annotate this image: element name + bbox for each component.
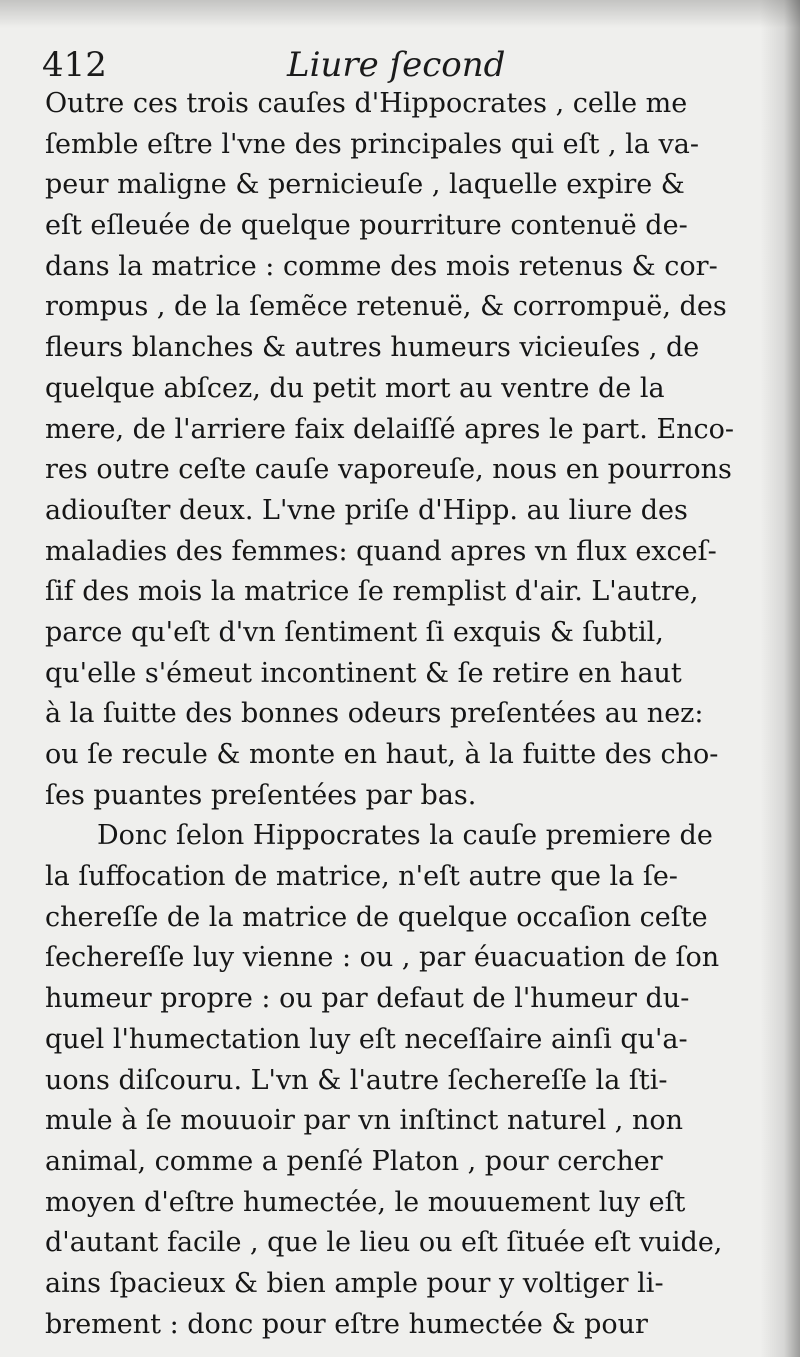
text-line: adiouſter deux. L'vne priſe d'Hipp. au liure des — [45, 494, 688, 526]
text-line: rompus , de la ſemẽce retenuë, & corrompuë, des — [45, 291, 727, 323]
text-line: quel l'humectation luy eſt neceſſaire ainſi qu'a- — [45, 1023, 688, 1055]
running-head: Liure ſecond — [287, 45, 506, 85]
text-line: la ſuffocation de matrice, n'eſt autre que la ſe- — [45, 861, 678, 893]
text-line: Outre ces trois cauſes d'Hippocrates , celle me — [45, 88, 688, 119]
text-line: chereſſe de la matrice de quelque occaſion ceſte — [45, 901, 708, 933]
text-line: ſes puantes preſentées par bas. — [45, 779, 477, 811]
text-line: humeur propre : ou par defaut de l'humeur du- — [45, 983, 690, 1015]
text-line: ſemble eſtre l'vne des principales qui eſt , la va- — [45, 128, 699, 160]
page-header — [42, 40, 742, 90]
text-line: animal, comme a penſé Platon , pour cercher — [45, 1145, 663, 1177]
page-top-shadow — [0, 0, 800, 28]
paragraph-2 — [45, 816, 745, 1345]
text-line: d'autant facile , que le lieu ou eſt ſituée eſt vuide, — [45, 1227, 723, 1259]
text-line: à la ſuitte des bonnes odeurs preſentées au nez: — [45, 698, 704, 730]
text-line: mule à ſe mouuoir par vn inſtinct naturel , non — [45, 1105, 684, 1137]
text-line: dans la matrice : comme des mois retenus & cor- — [45, 250, 718, 282]
text-line: fleurs blanches & autres humeurs vicieuſes , de — [45, 332, 700, 364]
text-line: peur maligne & pernicieuſe , laquelle expire & — [45, 169, 685, 201]
text-line: ſechereſſe luy vienne : ou , par éuacuation de ſon — [45, 942, 720, 974]
text-line: eſt eſleuée de quelque pourriture contenuë de- — [45, 210, 688, 242]
text-line: brement : donc pour eſtre humectée & pour — [45, 1308, 648, 1340]
text-line: Donc ſelon Hippocrates la cauſe premiere de — [97, 820, 713, 852]
text-line: moyen d'eſtre humectée, le mouuement luy eſt — [45, 1186, 686, 1218]
text-line: quelque abſcez, du petit mort au ventre de la — [45, 372, 665, 404]
page-number: 412 — [42, 45, 107, 85]
text-line: ſif des mois la matrice ſe remplist d'air. L'autre, — [45, 576, 699, 608]
text-line: ains ſpacieux & bien ample pour y voltiger li- — [45, 1267, 664, 1299]
text-line: uons diſcouru. L'vn & l'autre ſechereſſe la ſti- — [45, 1064, 668, 1096]
paragraph-1 — [45, 84, 745, 816]
text-line: mere, de l'arriere faix delaiſſé apres le part. Enco- — [45, 413, 735, 445]
text-line: qu'elle s'émeut incontinent & ſe retire en haut — [45, 657, 682, 689]
text-line: parce qu'eſt d'vn ſentiment ſi exquis & ſubtil, — [45, 616, 664, 648]
text-line: ou ſe recule & monte en haut, à la fuitte des cho- — [45, 739, 719, 770]
text-line: res outre ceſte cauſe vaporeuſe, nous en pourrons — [45, 454, 732, 486]
text-line: maladies des femmes: quand apres vn flux exceſ- — [45, 535, 717, 567]
page-gutter-shadow — [760, 0, 800, 1357]
body-text — [45, 84, 745, 1345]
